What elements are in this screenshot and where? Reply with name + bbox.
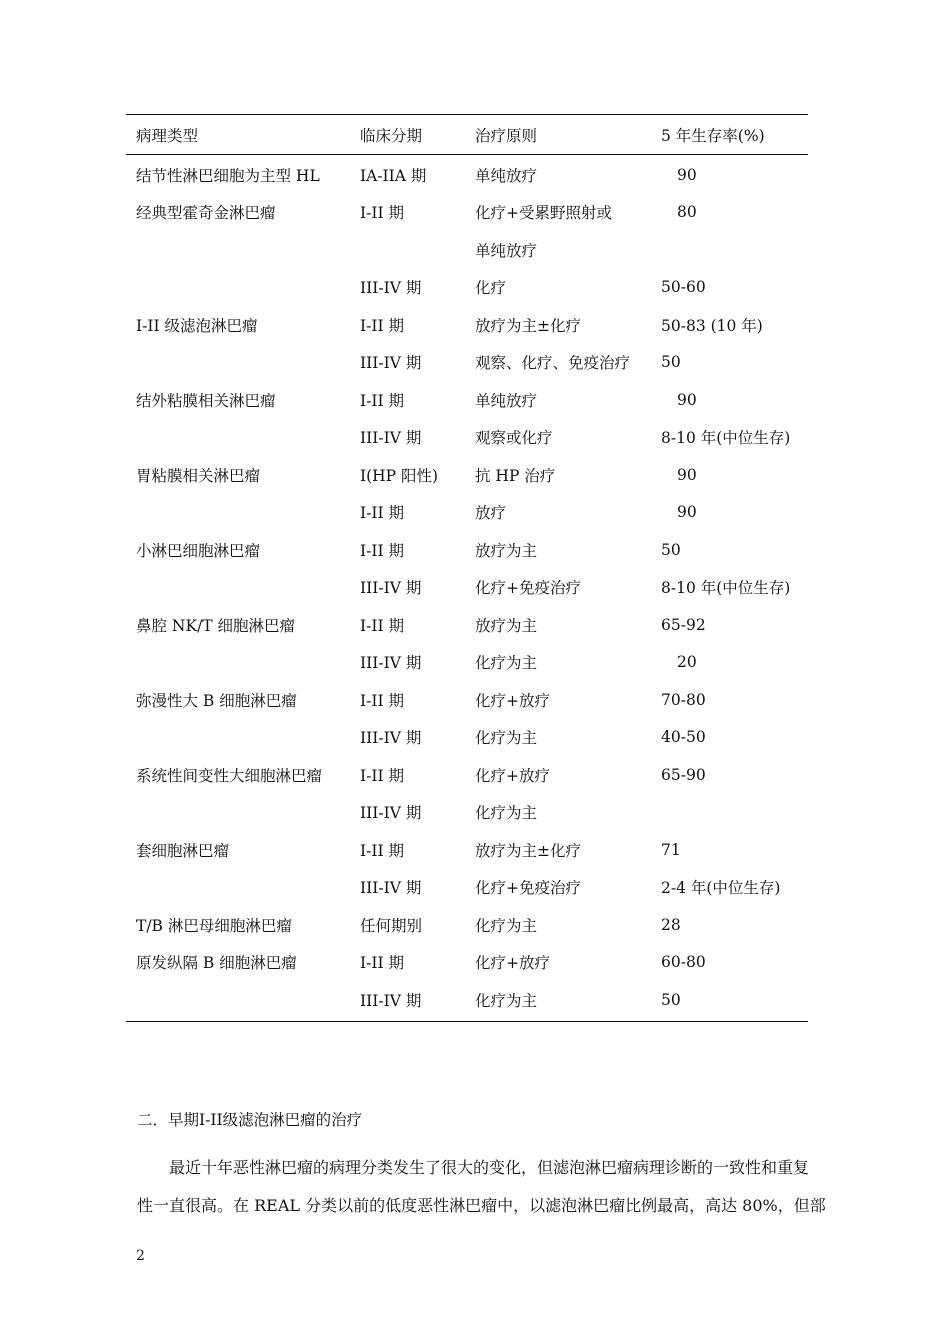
header-pathology-type: 病理类型 [136, 126, 199, 145]
cell-treatment: 放疗为主±化疗 [475, 841, 581, 860]
header-treatment-principle: 治疗原则 [475, 126, 538, 145]
cell-treatment: 观察、化疗、免疫治疗 [475, 354, 631, 373]
cell-treatment: 化疗为主 [475, 804, 538, 823]
cell-clinical-stage: I-II 期 [360, 954, 405, 973]
table-row [126, 944, 808, 982]
table-bottom-rule [126, 1021, 808, 1022]
table-row [126, 719, 808, 757]
cell-pathology-type: 小淋巴细胞淋巴瘤 [136, 541, 261, 560]
cell-treatment: 放疗为主 [475, 616, 538, 635]
cell-pathology-type: 套细胞淋巴瘤 [136, 841, 230, 860]
cell-clinical-stage: I-II 期 [360, 766, 405, 785]
table-row [126, 419, 808, 457]
header-five-year-survival: 5 年生存率(%) [661, 126, 765, 145]
table-row [126, 681, 808, 719]
table-row [126, 831, 808, 869]
cell-survival: 20 [677, 653, 697, 672]
section-title: 二．早期I-II级滤泡淋巴瘤的治疗 [137, 1111, 363, 1129]
cell-treatment: 化疗为主 [475, 991, 538, 1010]
cell-survival: 90 [677, 503, 697, 522]
table-row [126, 531, 808, 569]
cell-clinical-stage: I-II 期 [360, 504, 405, 523]
cell-clinical-stage: I-II 期 [360, 391, 405, 410]
body-paragraph [137, 1149, 837, 1225]
cell-pathology-type: 经典型霍奇金淋巴瘤 [136, 204, 276, 223]
cell-survival: 2-4 年(中位生存) [661, 879, 781, 898]
cell-treatment: 化疗为主 [475, 654, 538, 673]
header-clinical-stage: 临床分期 [360, 126, 423, 145]
table-row [126, 156, 808, 194]
cell-clinical-stage: 任何期别 [360, 916, 423, 935]
table-row [126, 194, 808, 232]
cell-treatment: 化疗 [475, 279, 507, 298]
table-row [126, 644, 808, 682]
cell-clinical-stage: I-II 期 [360, 541, 405, 560]
table-row [126, 269, 808, 307]
cell-survival: 8-10 年(中位生存) [661, 429, 791, 448]
cell-treatment: 放疗为主 [475, 541, 538, 560]
table-row [126, 231, 808, 269]
cell-clinical-stage: I-II 期 [360, 316, 405, 335]
table-body [126, 155, 808, 1021]
cell-pathology-type: 胃粘膜相关淋巴瘤 [136, 466, 261, 485]
cell-survival: 50-83 (10 年) [661, 316, 763, 335]
table-row [126, 606, 808, 644]
cell-treatment: 化疗为主 [475, 916, 538, 935]
cell-survival: 70-80 [661, 690, 706, 709]
survival-table [126, 114, 808, 1022]
cell-clinical-stage: III-IV 期 [360, 879, 422, 898]
cell-clinical-stage: III-IV 期 [360, 429, 422, 448]
cell-pathology-type: 系统性间变性大细胞淋巴瘤 [136, 766, 323, 785]
cell-survival: 50 [661, 353, 681, 372]
cell-survival: 65-90 [661, 765, 706, 784]
table-row [126, 494, 808, 532]
cell-survival: 90 [677, 465, 697, 484]
cell-clinical-stage: I-II 期 [360, 616, 405, 635]
cell-pathology-type: 弥漫性大 B 细胞淋巴瘤 [136, 691, 297, 710]
cell-pathology-type: 原发纵隔 B 细胞淋巴瘤 [136, 954, 297, 973]
table-row [126, 906, 808, 944]
cell-survival: 90 [677, 165, 697, 184]
cell-clinical-stage: III-IV 期 [360, 279, 422, 298]
cell-treatment: 化疗为主 [475, 729, 538, 748]
table-row [126, 756, 808, 794]
cell-pathology-type: 结外粘膜相关淋巴瘤 [136, 391, 276, 410]
cell-treatment: 放疗为主±化疗 [475, 316, 581, 335]
cell-survival: 50 [661, 990, 681, 1009]
cell-survival: 65-92 [661, 615, 706, 634]
cell-treatment: 抗 HP 治疗 [475, 466, 556, 485]
table-row [126, 981, 808, 1019]
cell-pathology-type: T/B 淋巴母细胞淋巴瘤 [136, 916, 292, 935]
cell-clinical-stage: III-IV 期 [360, 991, 422, 1010]
cell-clinical-stage: I-II 期 [360, 691, 405, 710]
table-row [126, 344, 808, 382]
cell-clinical-stage: I-II 期 [360, 204, 405, 223]
cell-pathology-type: 鼻腔 NK/T 细胞淋巴瘤 [136, 616, 296, 635]
cell-survival: 71 [661, 840, 681, 859]
cell-treatment: 化疗+免疫治疗 [475, 879, 581, 898]
paragraph-line: 最近十年恶性淋巴瘤的病理分类发生了很大的变化，但滤泡淋巴瘤病理诊断的一致性和重复 [169, 1158, 810, 1177]
table-row [126, 569, 808, 607]
cell-clinical-stage: I(HP 阳性) [360, 466, 439, 485]
table-row [126, 306, 808, 344]
cell-clinical-stage: III-IV 期 [360, 579, 422, 598]
table-row [126, 794, 808, 832]
table-row [126, 456, 808, 494]
table-row [126, 869, 808, 907]
cell-survival: 80 [677, 203, 697, 222]
cell-treatment: 化疗+受累野照射或 [475, 204, 612, 223]
cell-pathology-type: I-II 级滤泡淋巴瘤 [136, 316, 258, 335]
cell-survival: 50 [661, 540, 681, 559]
cell-clinical-stage: III-IV 期 [360, 804, 422, 823]
cell-treatment: 化疗+放疗 [475, 766, 550, 785]
cell-survival: 28 [661, 915, 681, 934]
cell-treatment: 放疗 [475, 504, 507, 523]
cell-survival: 90 [677, 390, 697, 409]
cell-treatment: 化疗+放疗 [475, 954, 550, 973]
cell-survival: 60-80 [661, 953, 706, 972]
cell-clinical-stage: I-II 期 [360, 841, 405, 860]
cell-treatment: 单纯放疗 [475, 166, 538, 185]
table-header-row [126, 115, 808, 154]
cell-clinical-stage: III-IV 期 [360, 354, 422, 373]
cell-clinical-stage: III-IV 期 [360, 729, 422, 748]
paragraph-line: 性一直很高。在 REAL 分类以前的低度恶性淋巴瘤中，以滤泡淋巴瘤比例最高，高达 80%，但部 [137, 1196, 826, 1215]
cell-pathology-type: 结节性淋巴细胞为主型 HL [136, 166, 320, 185]
cell-survival: 40-50 [661, 728, 706, 747]
cell-survival: 50-60 [661, 278, 706, 297]
cell-treatment: 化疗+免疫治疗 [475, 579, 581, 598]
cell-treatment: 单纯放疗 [475, 241, 538, 260]
cell-treatment: 化疗+放疗 [475, 691, 550, 710]
cell-clinical-stage: IA-IIA 期 [360, 166, 427, 185]
table-row [126, 381, 808, 419]
cell-clinical-stage: III-IV 期 [360, 654, 422, 673]
cell-survival: 8-10 年(中位生存) [661, 579, 791, 598]
page-number: 2 [136, 1248, 145, 1264]
cell-treatment: 单纯放疗 [475, 391, 538, 410]
cell-treatment: 观察或化疗 [475, 429, 553, 448]
